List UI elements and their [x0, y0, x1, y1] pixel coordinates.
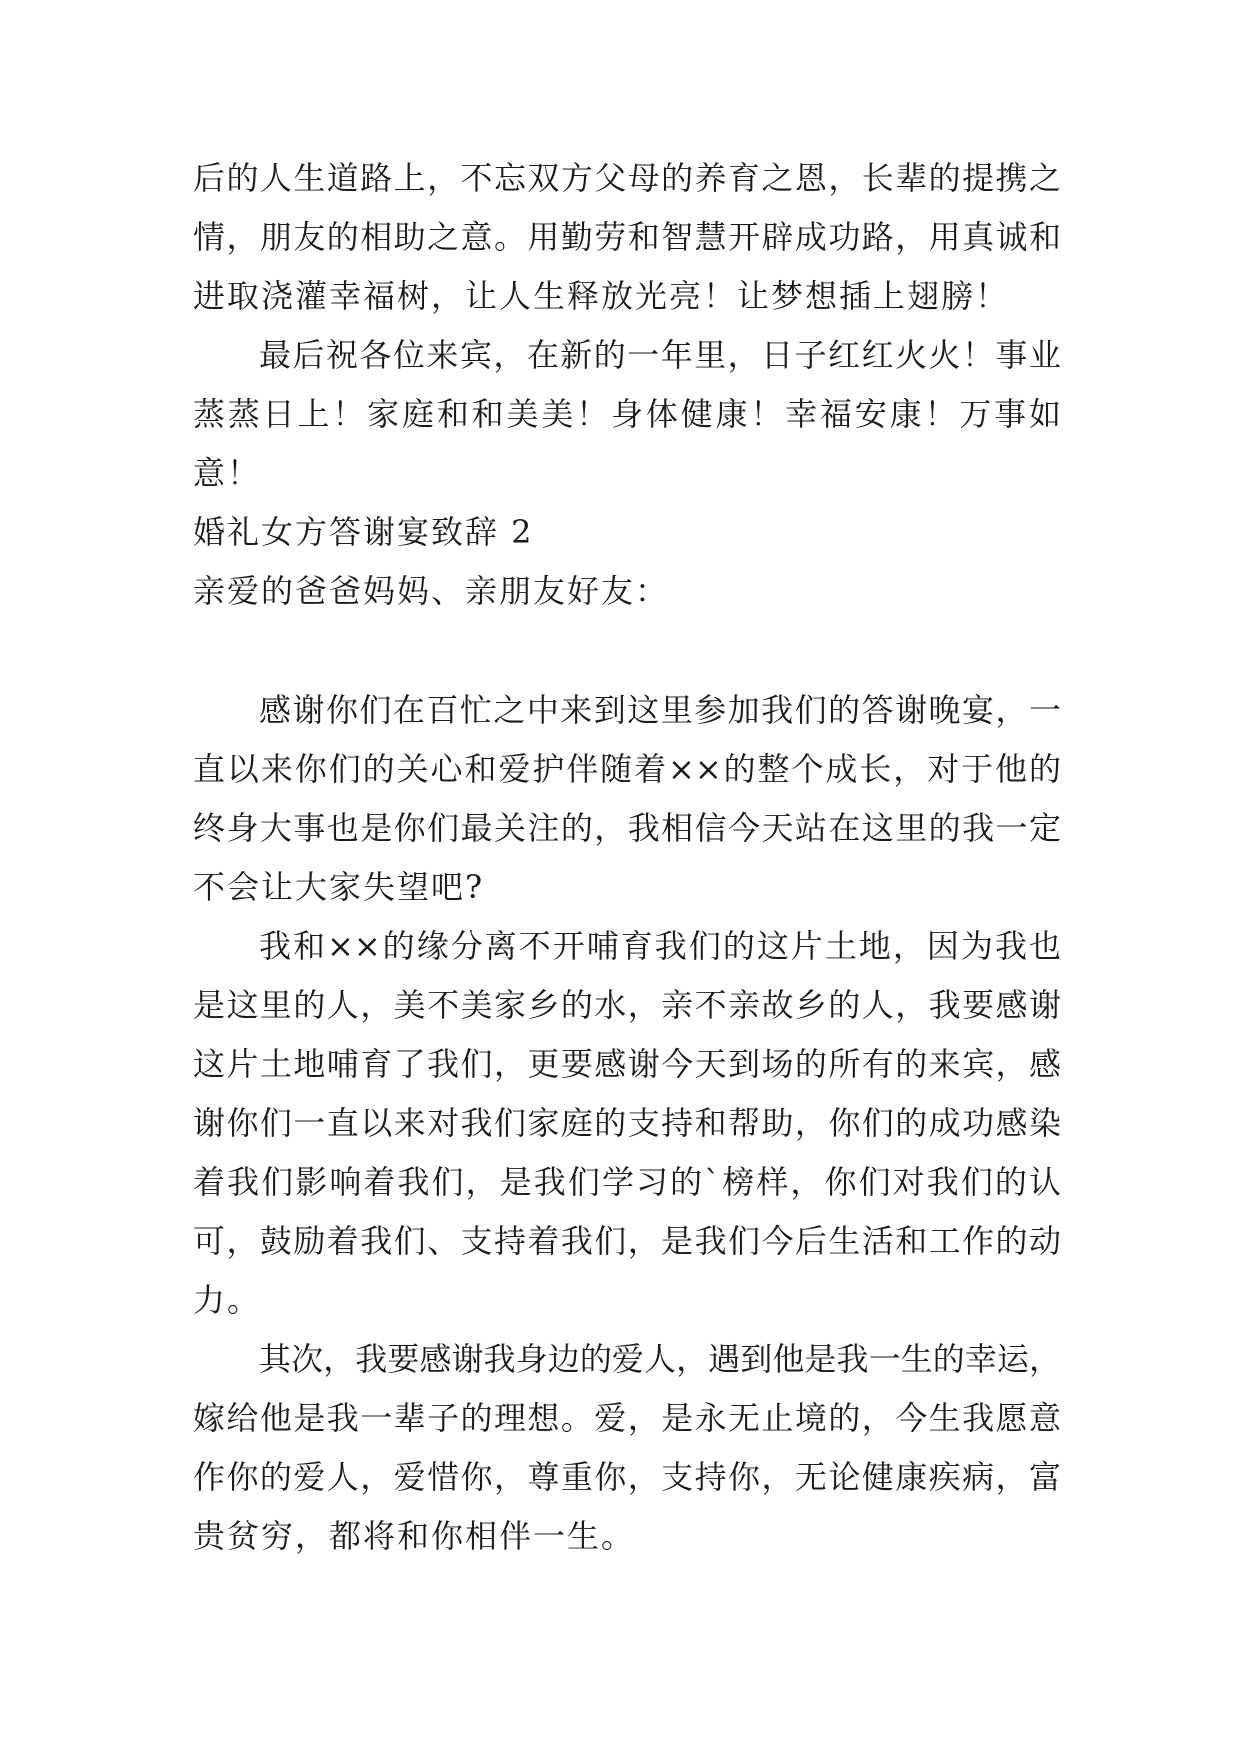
text-line: 谢你们一直以来对我们家庭的支持和帮助，你们的成功感染 — [193, 1104, 1061, 1142]
text-line: 终身大事也是你们最关注的，我相信今天站在这里的我一定 — [193, 809, 1061, 847]
section-heading: 婚礼女方答谢宴致辞 2 — [193, 513, 534, 551]
paragraph-first-line: 我和××的缘分离不开哺育我们的这片土地，因为我也 — [259, 927, 1061, 965]
text-line: 作你的爱人，爱惜你，尊重你，支持你，无论健康疾病，富 — [193, 1458, 1061, 1496]
paragraph-first-line: 感谢你们在百忙之中来到这里参加我们的答谢晚宴，一 — [259, 691, 1061, 729]
text-line: 后的人生道路上，不忘双方父母的养育之恩，长辈的提携之 — [193, 159, 1061, 197]
paragraph-first-line: 其次，我要感谢我身边的爱人，遇到他是我一生的幸运， — [259, 1340, 1061, 1378]
paragraph-first-line: 最后祝各位来宾，在新的一年里，日子红红火火！事业 — [259, 336, 1061, 374]
text-line: 着我们影响着我们，是我们学习的`榜样，你们对我们的认 — [193, 1163, 1061, 1201]
text-line: 意！ — [193, 454, 262, 492]
text-line: 蒸蒸日上！家庭和和美美！身体健康！幸福安康！万事如 — [193, 395, 1061, 433]
text-line: 直以来你们的关心和爱护伴随着××的整个成长，对于他的 — [193, 750, 1061, 788]
text-line: 情，朋友的相助之意。用勤劳和智慧开辟成功路，用真诚和 — [193, 218, 1061, 256]
text-line: 可，鼓励着我们、支持着我们，是我们今后生活和工作的动 — [193, 1222, 1061, 1260]
salutation: 亲爱的爸爸妈妈、亲朋友好友： — [193, 572, 670, 610]
text-line: 是这里的人，美不美家乡的水，亲不亲故乡的人，我要感谢 — [193, 986, 1061, 1024]
text-line: 嫁给他是我一辈子的理想。爱，是永无止境的，今生我愿意 — [193, 1399, 1061, 1437]
text-line: 力。 — [193, 1281, 262, 1319]
text-line: 进取浇灌幸福树，让人生释放光亮！让梦想插上翅膀！ — [193, 277, 1010, 315]
text-line: 这片土地哺育了我们，更要感谢今天到场的所有的来宾，感 — [193, 1045, 1061, 1083]
text-line: 贵贫穷，都将和你相伴一生。 — [193, 1517, 636, 1555]
text-line: 不会让大家失望吧? — [193, 868, 485, 906]
